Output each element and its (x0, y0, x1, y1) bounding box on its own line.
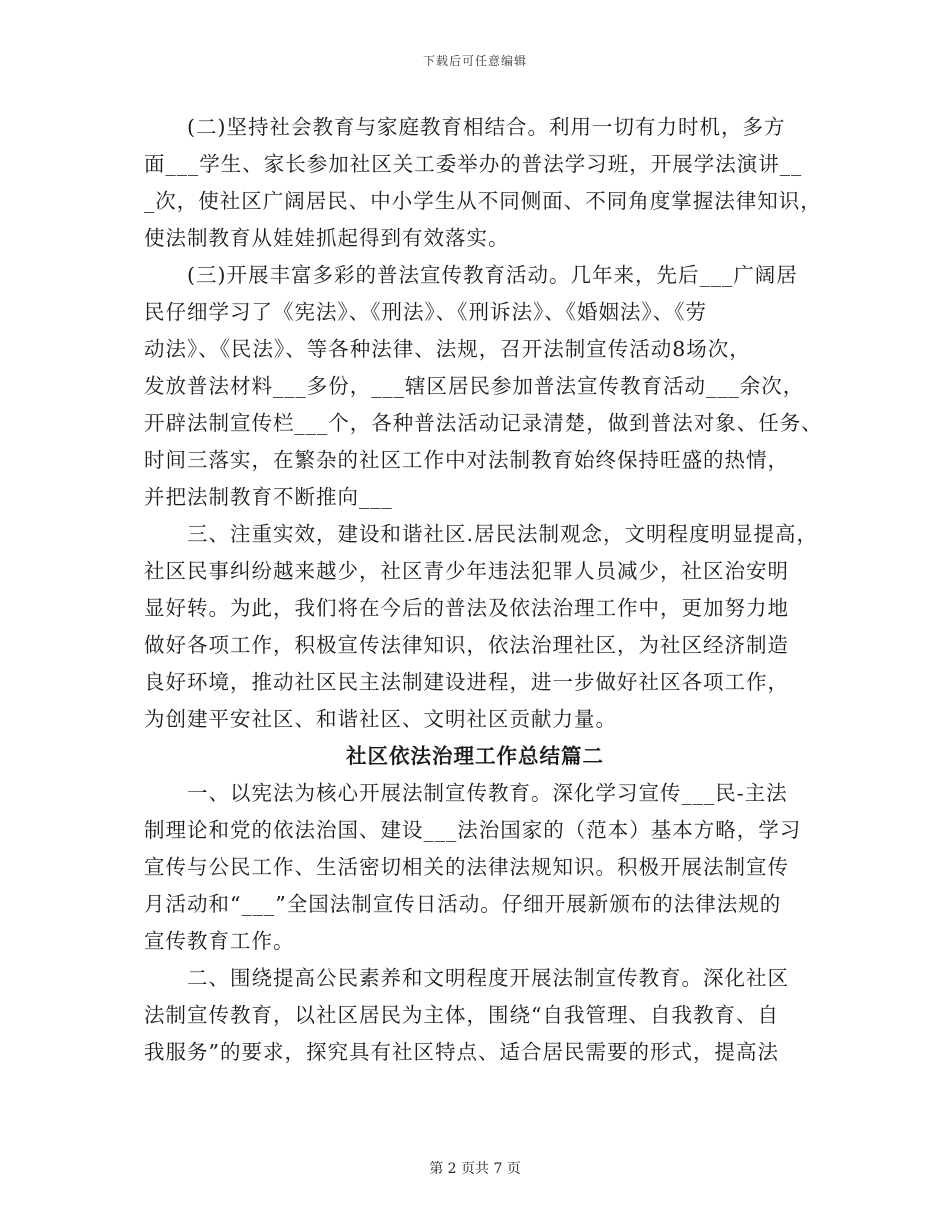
text-line: (三)开展丰富多彩的普法宣传教育活动。几年来，先后___广阔居 (144, 263, 798, 287)
text-line: 良好环境，推动社区民主法制建设进程，进一步做好社区各项工作， (144, 670, 789, 694)
text-line: 时间三落实，在繁杂的社区工作中对法制教育始终保持旺盛的热情， (144, 448, 789, 472)
text-line: 月活动和“___”全国法制宣传日活动。仔细开展新颁布的法律法规的 (144, 892, 782, 916)
text-line: 二、围绕提高公民素养和文明程度开展法制宣传教育。深化社区 (144, 966, 789, 990)
text-line: 动法》、《民法》、等各种法律、法规，召开法制宣传活动8场次， (144, 337, 751, 361)
text-line: 做好各项工作，积极宣传法律知识，依法治理社区，为社区经济制造 (144, 633, 789, 657)
text-line: _次，使社区广阔居民、中小学生从不同侧面、不同角度掌握法律知识， (144, 189, 822, 213)
text-line: 制理论和党的依法治国、建设___法治国家的（范本）基本方略，学习 (144, 818, 802, 842)
text-line: 使法制教育从娃娃抓起得到有效落实。 (144, 226, 510, 250)
text-line: 三、注重实效，建设和谐社区.居民法制观念，文明程度明显提高， (144, 522, 819, 546)
text-line: (二)坚持社会教育与家庭教育相结合。利用一切有力时机，多方 (144, 115, 786, 139)
text-line: 一、以宪法为核心开展法制宣传教育。深化学习宣传___民-主法 (144, 781, 788, 805)
text-line: 社区民事纠纷越来越少，社区青少年违法犯罪人员减少，社区治安明 (144, 559, 789, 583)
text-line: 并把法制教育不断推向___ (144, 485, 393, 509)
text-line: 面___学生、家长参加社区关工委举办的普法学习班，开展学法演讲__ (144, 152, 803, 176)
text-line: 民仔细学习了《宪法》、《刑法》、《刑诉法》、《婚姻法》、《劳 (144, 300, 707, 324)
text-line: 显好转。为此，我们将在今后的普法及依法治理工作中，更加努力地 (144, 596, 789, 620)
text-line: 为创建平安社区、和谐社区、文明社区贡献力量。 (144, 707, 617, 731)
text-line: 宣传教育工作。 (144, 929, 295, 953)
text-line: 开辟法制宣传栏___个，各种普法活动记录清楚，做到普法对象、任务、 (144, 411, 823, 435)
text-line: 宣传与公民工作、生活密切相关的法律法规知识。积极开展法制宣传 (144, 855, 789, 879)
text-line: 发放普法材料___多份，___辖区居民参加普法宣传教育活动___余次， (144, 374, 805, 398)
text-line: 我服务”的要求，探究具有社区特点、适合居民需要的形式，提高法 (144, 1040, 779, 1064)
page-footer: 第 2 页共 7 页 (429, 1161, 521, 1177)
text-line: 法制宣传教育，以社区居民为主体，围绕“自我管理、自我教育、自 (144, 1003, 779, 1027)
section-title: 社区依法治理工作总结篇二 (346, 744, 604, 768)
page-header: 下载后可任意编辑 (422, 54, 527, 68)
